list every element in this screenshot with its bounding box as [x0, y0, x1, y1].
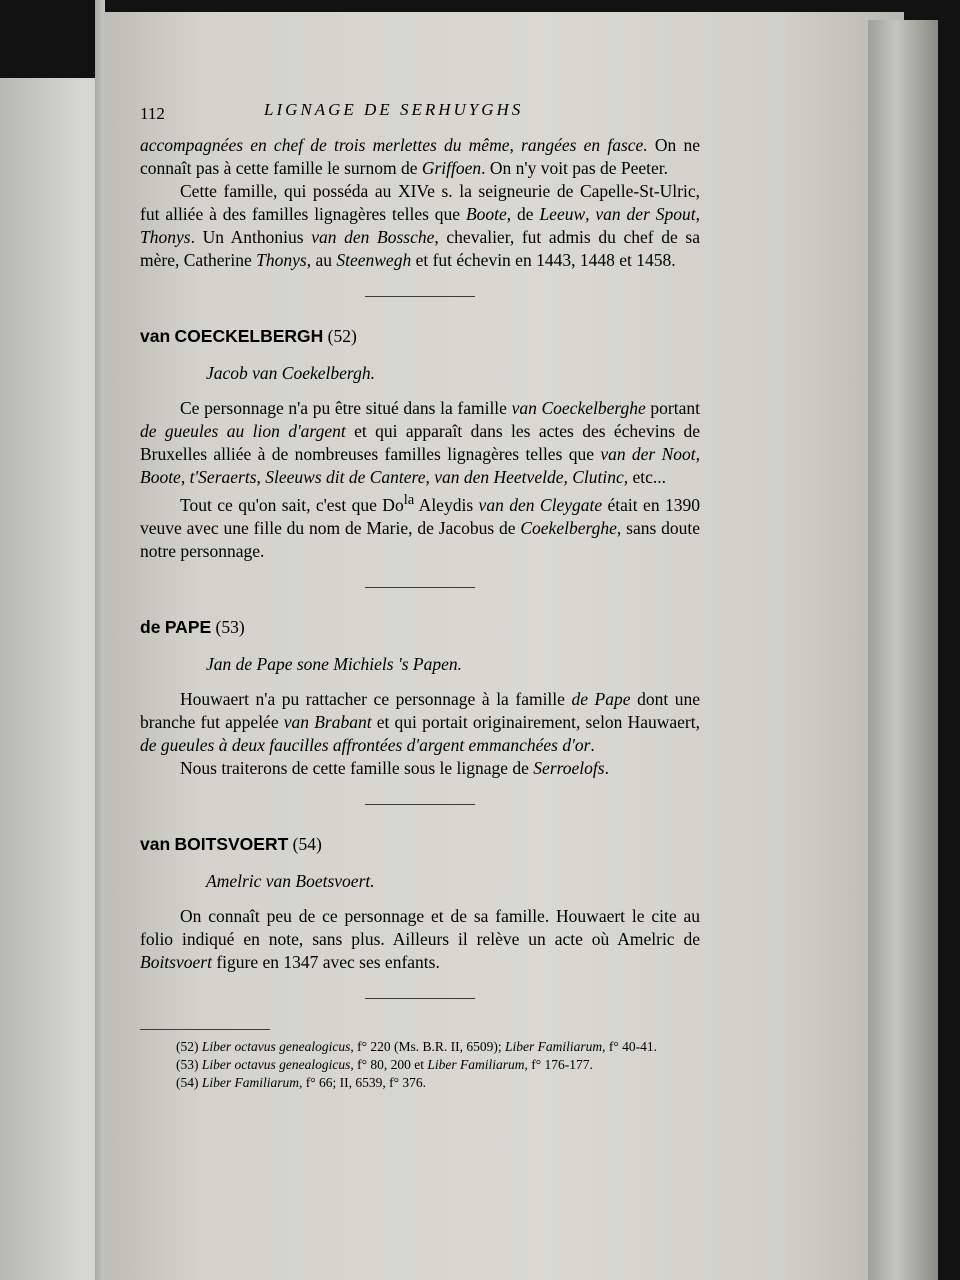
section-subtitle: Amelric van Boetsvoert.	[206, 870, 375, 891]
intro-paragraph-1	[140, 134, 700, 180]
text-run: .	[604, 757, 609, 778]
footnote-rule	[140, 1029, 270, 1030]
section-paragraph	[140, 688, 700, 757]
section-paragraph	[140, 397, 700, 489]
running-head	[140, 96, 700, 134]
text-run: dont une branche fut appelée	[140, 688, 700, 732]
text-run: et qui portait originairement, selon Hauwaert,	[371, 711, 700, 732]
text-run: (54)	[176, 1074, 202, 1090]
footnote-54	[140, 1074, 700, 1092]
text-run: , f° 176-177.	[524, 1056, 593, 1072]
italic-text: de Pape	[571, 688, 631, 709]
italic-text: de gueules au lion d'argent	[140, 421, 346, 441]
text-run: et qui apparaît dans les actes des échevins de Bruxelles alliée à de nombreuses familles lignagères telles que	[140, 421, 701, 464]
italic-text: Thonys	[256, 250, 307, 270]
text-run: (53)	[176, 1056, 202, 1072]
footnote-53	[140, 1056, 700, 1074]
text-run: ,	[695, 204, 700, 224]
italic-text: Boitsvoert	[140, 951, 212, 972]
text-run: figure en 1347 avec ses enfants.	[211, 951, 440, 972]
intro-paragraph-2	[140, 180, 700, 272]
section-paragraph	[140, 489, 700, 563]
italic-text: van den Bossche	[311, 227, 435, 247]
section-subtitle: Jacob van Coekelbergh.	[206, 363, 375, 383]
italic-text: Thonys	[140, 227, 191, 247]
italic-text: Liber Familiarum	[201, 1074, 300, 1090]
section-subtitle: Jan de Pape sone Michiels 's Papen.	[206, 653, 462, 674]
section-paragraph	[140, 757, 700, 780]
footnote-ref: (54)	[292, 833, 322, 854]
text-run: , de	[506, 204, 540, 224]
text-run: , chevalier, fut admis du chef de sa mère, Catherine	[140, 227, 700, 270]
running-title: LIGNAGE DE SERHUYGHS	[264, 100, 524, 119]
italic-text: van Brabant	[283, 711, 372, 732]
section-heading-coeckelbergh	[140, 325, 700, 348]
text-run: , f° 40-41.	[602, 1038, 658, 1054]
text-run: Nous traiterons de cette famille sous le lignage de	[180, 757, 534, 778]
italic-text: van den Cleygate	[478, 494, 603, 515]
heading-name: COECKELBERGH	[174, 326, 324, 346]
text-run: Cette famille, qui posséda au XIVe s. la seigneurie de Capelle-St-Ulric, fut alliée à des familles lignagères telles que	[140, 181, 700, 224]
italic-text: Liber octavus genealogicus	[201, 1056, 351, 1072]
text-run: Tout ce qu'on sait, c'est que Do	[180, 494, 404, 515]
italic-text: van Coeckelberghe	[511, 398, 646, 418]
text-run: , sans doute notre personnage.	[140, 517, 700, 561]
facing-page-edge	[868, 20, 938, 1280]
section-heading-pape	[140, 616, 700, 639]
heading-name: PAPE	[164, 616, 212, 637]
italic-text: Coekelberghe	[520, 517, 617, 538]
text-run: la	[403, 492, 415, 508]
text-run: , f° 220 (Ms. B.R. II, 6509);	[350, 1038, 506, 1054]
text-run: On ne connaît pas à cette famille le surnom de	[140, 135, 701, 178]
section-separator	[365, 587, 475, 588]
heading-name: BOITSVOERT	[174, 833, 289, 854]
italic-text: accompagnées en chef de trois merlettes du même, rangées en fasce.	[140, 135, 648, 155]
heading-prefix: van	[140, 326, 171, 346]
page-content	[140, 96, 700, 1092]
text-run: , au	[306, 250, 337, 270]
text-run: (52)	[176, 1038, 202, 1054]
text-run: et fut échevin en 1443, 1448 et 1458.	[411, 250, 676, 270]
text-run: ,	[585, 204, 596, 224]
text-run: Aleydis	[414, 494, 479, 515]
italic-text: Liber Familiarum	[505, 1038, 603, 1054]
text-run: .	[590, 734, 595, 755]
italic-text: van der Spout	[595, 204, 696, 224]
italic-text: Serroelofs	[533, 757, 605, 778]
text-run: . Un Anthonius	[190, 227, 312, 247]
italic-text: Griffoen	[421, 158, 482, 178]
section-paragraph	[140, 905, 700, 974]
heading-prefix: de	[140, 616, 161, 637]
section-separator	[365, 998, 475, 999]
text-run: etc...	[628, 467, 667, 487]
italic-text: Steenwegh	[336, 250, 412, 270]
text-run: était en 1390 veuve avec une fille du nom de Marie, de Jacobus de	[140, 494, 700, 538]
footnote-52	[140, 1038, 700, 1056]
italic-text: Boote	[465, 204, 507, 224]
text-run: On connaît peu de ce personnage et de sa famille. Houwaert le cite au folio indiqué en note, sans plus. Ailleurs il relève un acte où Amelric de	[140, 905, 700, 949]
section-heading-boitsvoert	[140, 833, 700, 856]
italic-text: de gueules à deux faucilles affrontées d'argent emmanchées d'or	[140, 734, 591, 755]
italic-text: van der Noot, Boote, t'Seraerts, Sleeuws dit de Cantere, van den Heetvelde, Clutinc,	[140, 444, 700, 487]
page-number: 112	[140, 104, 165, 123]
footnote-ref: (52)	[327, 326, 357, 346]
text-run: , f° 80, 200 et	[350, 1056, 428, 1072]
section-separator	[365, 804, 475, 805]
italic-text: Leeuw	[539, 204, 586, 224]
text-run: Ce personnage n'a pu être situé dans la famille	[180, 398, 512, 418]
italic-text: Liber octavus genealogicus	[201, 1038, 351, 1054]
text-run: portant	[645, 398, 700, 418]
heading-prefix: van	[140, 833, 171, 854]
italic-text: Liber Familiarum	[427, 1056, 525, 1072]
section-separator	[365, 296, 475, 297]
text-run: . On n'y voit pas de Peeter.	[481, 158, 669, 178]
text-run: Houwaert n'a pu rattacher ce personnage à la famille	[180, 688, 572, 709]
text-run: , f° 66; II, 6539, f° 376.	[299, 1074, 427, 1090]
footnote-ref: (53)	[215, 616, 245, 637]
